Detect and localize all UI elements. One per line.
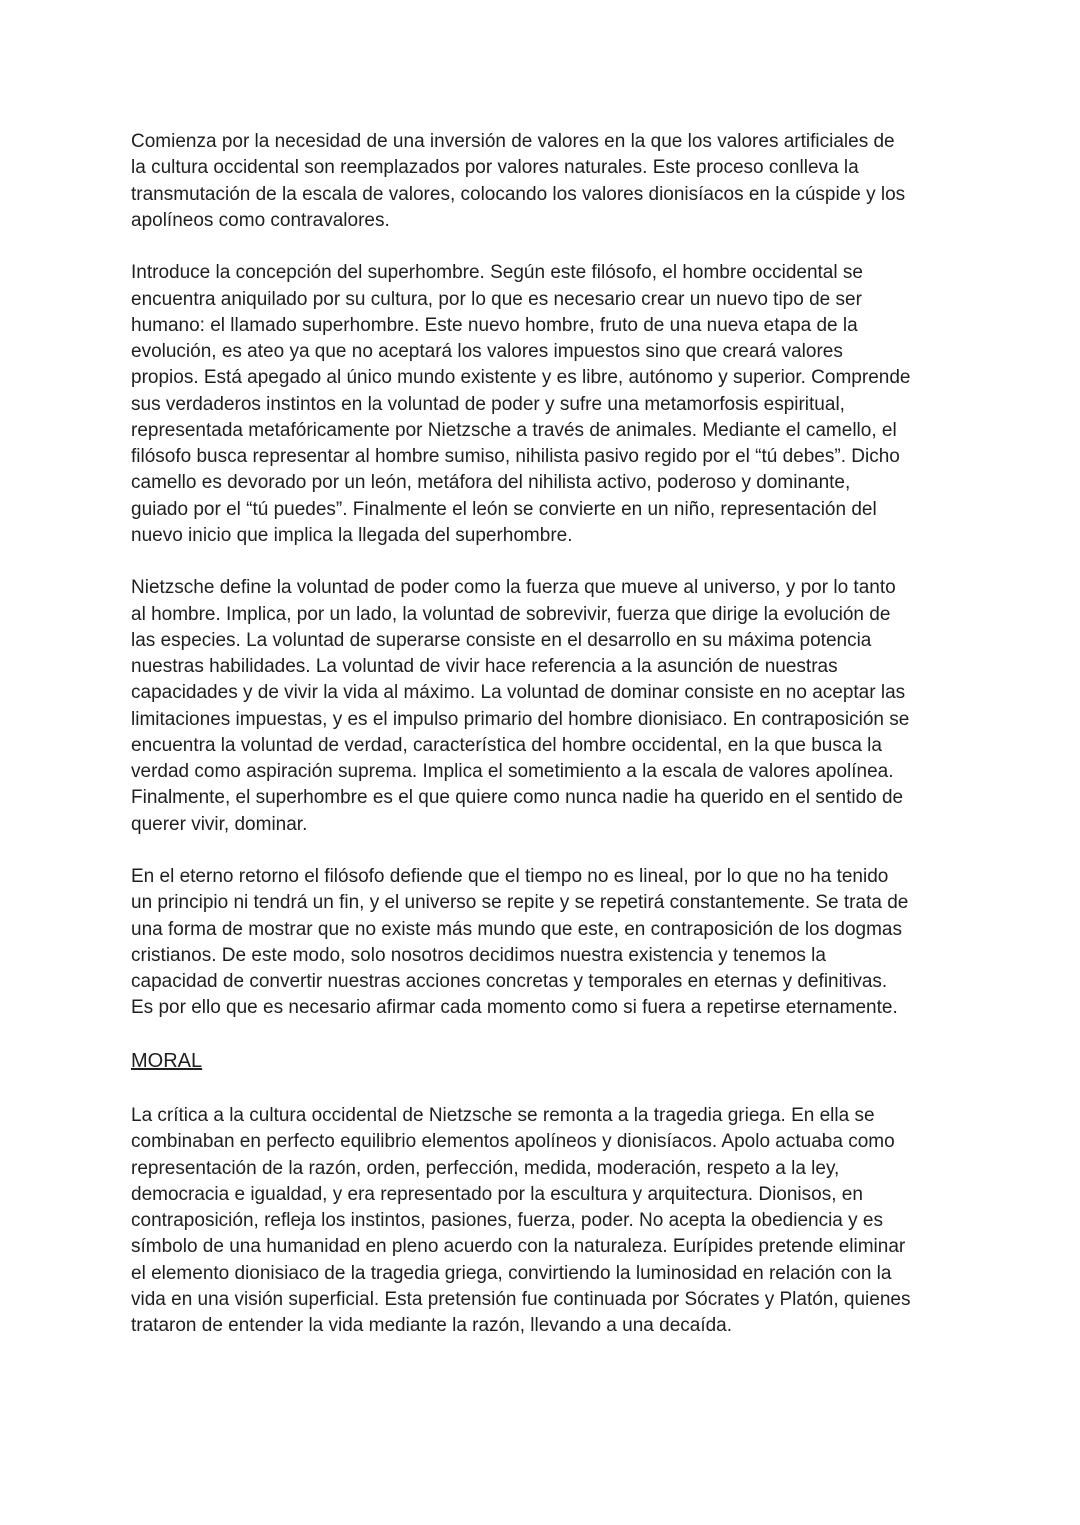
text-line: verdad como aspiración suprema. Implica el sometimiento a la escala de valores apolínea.	[131, 761, 894, 782]
text-line: evolución, es ateo ya que no aceptará los valores impuestos sino que creará valores	[131, 341, 843, 362]
text-line: transmutación de la escala de valores, colocando los valores dionisíacos en la cúspide y los	[131, 183, 906, 205]
text-line: limitaciones impuestas, y es el impulso primario del hombre dionisiaco. En contraposición se	[131, 708, 910, 730]
text-line: propios. Está apegado al único mundo existente y es libre, autónomo y superior. Comprende	[131, 367, 911, 389]
document-page	[131, 129, 971, 1366]
text-line: filósofo busca representar al hombre sumiso, nihilista pasivo regido por el “tú debes”. Dicho	[131, 446, 900, 467]
text-line: sus verdaderos instintos en la voluntad de poder y sufre una metamorfosis espiritual,	[131, 393, 845, 415]
text-line: las especies. La voluntad de superarse consiste en el desarrollo en su máxima potencia	[131, 629, 872, 651]
text-line: representada metafóricamente por Nietzsche a través de animales. Mediante el camello, el	[131, 419, 897, 441]
text-line: cristianos. De este modo, solo nosotros decidimos nuestra existencia y tenemos la	[131, 944, 826, 966]
text-line: nuestras habilidades. La voluntad de vivir hace referencia a la asunción de nuestras	[131, 656, 838, 677]
text-line: símbolo de una humanidad en pleno acuerdo con la naturaleza. Eurípides pretende eliminar	[131, 1236, 906, 1258]
text-line: contraposición, refleja los instintos, pasiones, fuerza, poder. No acepta la obediencia y es	[131, 1210, 884, 1231]
paragraph	[131, 864, 971, 1022]
text-line: un principio ni tendrá un fin, y el universo se repite y se repetirá constantemente. Se trata de	[131, 892, 909, 914]
text-line: Finalmente, el superhombre es el que quiere como nunca nadie ha querido en el sentido de	[131, 787, 904, 809]
text-line: Es por ello que es necesario afirmar cada momento como si fuera a repetirse eternamente.	[131, 997, 898, 1019]
text-line: La crítica a la cultura occidental de Nietzsche se remonta a la tragedia griega. En ella se	[131, 1105, 875, 1126]
paragraph	[131, 129, 971, 234]
text-line: combinaban en perfecto equilibrio elementos apolíneos y dionisíacos. Apolo actuaba como	[131, 1131, 895, 1153]
text-line: guiado por el “tú puedes”. Finalmente el león se convierte en un niño, representación del	[131, 498, 877, 520]
text-line: camello es devorado por un león, metáfora del nihilista activo, poderoso y dominante,	[131, 472, 851, 494]
text-line: trataron de entender la vida mediante la razón, llevando a una decaída.	[131, 1315, 733, 1336]
text-line: encuentra aniquilado por su cultura, por lo que es necesario crear un nuevo tipo de ser	[131, 288, 862, 310]
text-line: capacidad de convertir nuestras acciones concretas y temporales en eternas y definitivas.	[131, 971, 888, 992]
text-line: democracia e igualdad, y era representado por la escultura y arquitectura. Dionisos, en	[131, 1183, 863, 1205]
text-line: al hombre. Implica, por un lado, la voluntad de sobrevivir, fuerza que dirige la evolución de	[131, 603, 891, 625]
paragraph	[131, 575, 971, 838]
text-line: Introduce la concepción del superhombre. Según este filósofo, el hombre occidental se	[131, 262, 863, 284]
section-heading-moral: MORAL	[131, 1049, 203, 1072]
text-line: encuentra la voluntad de verdad, característica del hombre occidental, en la que busca la	[131, 734, 882, 756]
text-line: capacidades y de vivir la vida al máximo. La voluntad de dominar consiste en no aceptar las	[131, 682, 906, 704]
paragraph	[131, 260, 971, 549]
text-line: En el eterno retorno el filósofo defiende que el tiempo no es lineal, por lo que no ha tenido	[131, 866, 889, 887]
text-line: una forma de mostrar que no existe más mundo que este, en contraposición de los dogmas	[131, 918, 902, 940]
paragraph	[131, 1103, 971, 1339]
body-text-after	[131, 1103, 971, 1339]
text-line: querer vivir, dominar.	[131, 813, 308, 835]
text-line: representación de la razón, orden, perfección, medida, moderación, respeto a la ley,	[131, 1157, 840, 1179]
body-text-before	[131, 129, 971, 1022]
text-line: la cultura occidental son reemplazados por valores naturales. Este proceso conlleva la	[131, 157, 859, 179]
text-line: el elemento dionisiaco de la tragedia griega, convirtiendo la luminosidad en relación con la	[131, 1262, 892, 1284]
text-line: nuevo inicio que implica la llegada del superhombre.	[131, 524, 573, 546]
text-line: humano: el llamado superhombre. Este nuevo hombre, fruto de una nueva etapa de la	[131, 314, 858, 336]
text-line: Nietzsche define la voluntad de poder como la fuerza que mueve al universo, y por lo tanto	[131, 577, 896, 599]
text-line: vida en una visión superficial. Esta pretensión fue continuada por Sócrates y Platón, quienes	[131, 1288, 911, 1310]
text-line: Comienza por la necesidad de una inversión de valores en la que los valores artificiales de	[131, 131, 895, 152]
text-line: apolíneos como contravalores.	[131, 209, 390, 231]
